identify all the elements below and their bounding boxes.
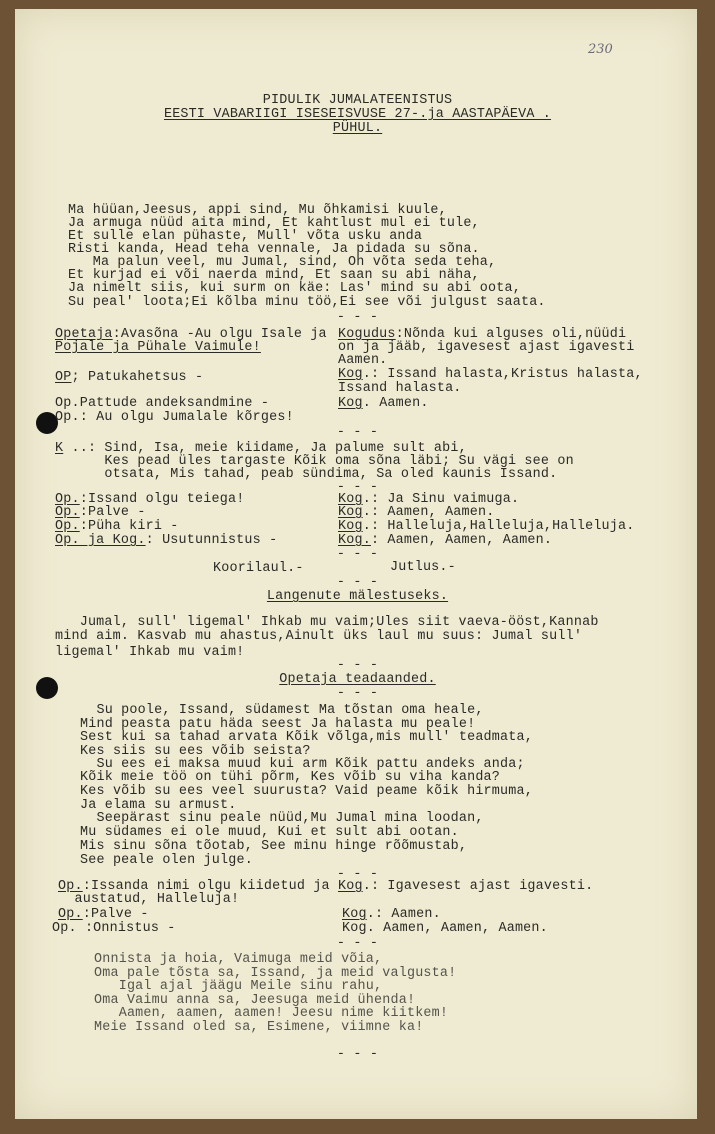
separator: - - - — [336, 310, 379, 325]
section-heading: Langenute mälestuseks. — [266, 589, 449, 604]
hymn-line: Kes võib su ees veel suurusta? Vaid peame kõik hirmuma, — [80, 784, 533, 799]
liturgy-line: Op.:Palve - — [55, 505, 146, 520]
liturgy-line: Op.: Au olgu Jumalale kõrges! — [55, 410, 294, 425]
hymn-line: Su poole, Issand, südamest Ma tõstan oma heale, — [80, 703, 484, 718]
separator: - - - — [336, 480, 379, 495]
hymn-line: Kes siis su ees võib seista? — [80, 744, 311, 759]
page-number: 230 — [588, 42, 613, 57]
hymn-line: Ma hüüan,Jeesus, appi sind, Mu õhkamisi kuule, — [68, 203, 447, 218]
liturgy-line: Kog.: Ja Sinu vaimuga. — [338, 492, 520, 507]
title-line: PIDULIK JUMALATEENISTUS — [262, 93, 453, 108]
blessing-line: Onnista ja hoia, Vaimuga meid võia, — [94, 952, 383, 967]
liturgy-line: Op.:Püha kiri - — [55, 519, 179, 534]
liturgy-line: Kog.: Aamen. — [342, 907, 441, 922]
hymn-line: Su peal' loota;Ei kõlba minu töö,Ei see või julgust saata. — [68, 295, 546, 310]
text-line: mind aim. Kasvab mu ahastus,Ainult üks laul mu suus: Jumal sull' — [55, 629, 583, 644]
separator: - - - — [336, 867, 379, 882]
separator: - - - — [336, 575, 379, 590]
hymn-line: Ja armuga nüüd aita mind, Et kahtlust mul ei tule, — [68, 216, 480, 231]
section-heading: Opetaja teadaanded. — [279, 672, 436, 687]
separator: - - - — [336, 425, 379, 440]
liturgy-line: Opetaja:Avasõna -Au olgu Isale ja — [55, 327, 327, 342]
hymn-line: Ja nimelt siis, kui surm on käe: Las' mind su abi oota, — [68, 281, 521, 296]
separator: - - - — [336, 1047, 379, 1062]
hymn-line: Su ees ei maksa muud kui arm Kõik pattu andeks anda; — [80, 757, 525, 772]
hymn-line: Seepärast sinu peale nüüd,Mu Jumal mina loodan, — [80, 811, 484, 826]
liturgy-line: Op. :Onnistus - — [52, 921, 176, 936]
hymn-line: Mis sinu sõna tõotab, See minu hinge rõõmustab, — [80, 839, 468, 854]
hymn-line: Risti kanda, Head teha vennale, Ja pidada su sõna. — [68, 242, 480, 257]
liturgy-line: on ja jääb, igavesest ajast igavesti — [338, 340, 635, 355]
hymn-line: See peale olen julge. — [80, 853, 253, 868]
liturgy-line: Kog. Aamen. — [338, 396, 429, 411]
blessing-line: Oma pale tõsta sa, Issand, ja meid valgusta! — [94, 966, 457, 981]
liturgy-line: Pojale ja Pühale Vaimule! — [55, 340, 261, 355]
separator: - - - — [336, 936, 379, 951]
liturgy-line: Aamen. — [338, 353, 388, 368]
liturgy-line: Kog.: Igavesest ajast igavesti. — [338, 879, 594, 894]
jutlus-label: Jutlus.- — [390, 560, 456, 575]
liturgy-line: Kog.: Halleluja,Halleluja,Halleluja. — [338, 519, 635, 534]
liturgy-line: Op. ja Kog.: Usutunnistus - — [55, 533, 278, 548]
title-line: EESTI VABARIIGI ISESEISVUSE 27-.ja AASTAPÄEVA . — [163, 107, 552, 122]
blessing-line: Igal ajal jäägu Meile sinu rahu, — [94, 979, 383, 994]
hymn-line: Mind peasta patu häda seest Ja halasta mu peale! — [80, 717, 476, 732]
separator: - - - — [336, 658, 379, 673]
blessing-line: Meie Issand oled sa, Esimene, viimne ka! — [94, 1020, 424, 1035]
blessing-line: Aamen, aamen, aamen! Jeesu nime kiitkem! — [94, 1006, 449, 1021]
liturgy-line: Op.:Palve - — [58, 907, 149, 922]
liturgy-line: Kog. Aamen, Aamen, Aamen. — [342, 921, 548, 936]
hymn-line: Mu südames ei ole muud, Kui et sult abi ootan. — [80, 825, 459, 840]
liturgy-line: Issand halasta. — [338, 381, 462, 396]
liturgy-line: austatud, Halleluja! — [58, 892, 240, 907]
hymn-line: Ma palun veel, mu Jumal, sind, Oh võta seda teha, — [68, 255, 497, 270]
blessing-line: Oma Vaimu anna sa, Jeesuga meid ühenda! — [94, 993, 416, 1008]
liturgy-line: Op.Pattude andeksandmine - — [55, 396, 270, 411]
liturgy-line: Kog.: Aamen, Aamen. — [338, 505, 495, 520]
text-line: Jumal, sull' ligemal' Ihkab mu vaim;Ules siit vaeva-ööst,Kannab — [55, 615, 599, 630]
separator: - - - — [336, 686, 379, 701]
prayer-line: K ..: Sind, Isa, meie kiidame, Ja palume sult abi, — [55, 441, 467, 456]
liturgy-line: Op.:Issanda nimi olgu kiidetud ja — [58, 879, 330, 894]
hymn-line: Et sulle elan pühaste, Mull' võta usku anda — [68, 229, 423, 244]
liturgy-line: Kog.: Issand halasta,Kristus halasta, — [338, 367, 643, 382]
liturgy-line: Kogudus:Nõnda kui alguses oli,nüüdi — [338, 327, 627, 342]
prayer-line: otsata, Mis tahad, peab sündima, Sa oled kaunis Issand. — [55, 467, 558, 482]
hymn-line: Et kurjad ei või naerda mind, Et saan su abi näha, — [68, 268, 480, 283]
liturgy-line: Kog.: Aamen, Aamen, Aamen. — [338, 533, 553, 548]
prayer-line: Kes pead üles targaste Kõik oma sõna läbi; Su vägi see on — [55, 454, 574, 469]
liturgy-line: OP; Patukahetsus - — [55, 370, 204, 385]
text-line: ligemal' Ihkab mu vaim! — [55, 645, 245, 660]
title-line: PÜHUL. — [332, 121, 383, 136]
separator: - - - — [336, 547, 379, 562]
hymn-line: Sest kui sa tahad arvata Kõik võlga,mis mull' teadmata, — [80, 730, 533, 745]
liturgy-line: Op.:Issand olgu teiega! — [55, 492, 245, 507]
hymn-line: Ja elama su armust. — [80, 798, 237, 813]
hymn-line: Kõik meie töö on tühi põrm, Kes võib su viha kanda? — [80, 770, 501, 785]
koorilaul-label: Koorilaul.- — [213, 561, 304, 576]
